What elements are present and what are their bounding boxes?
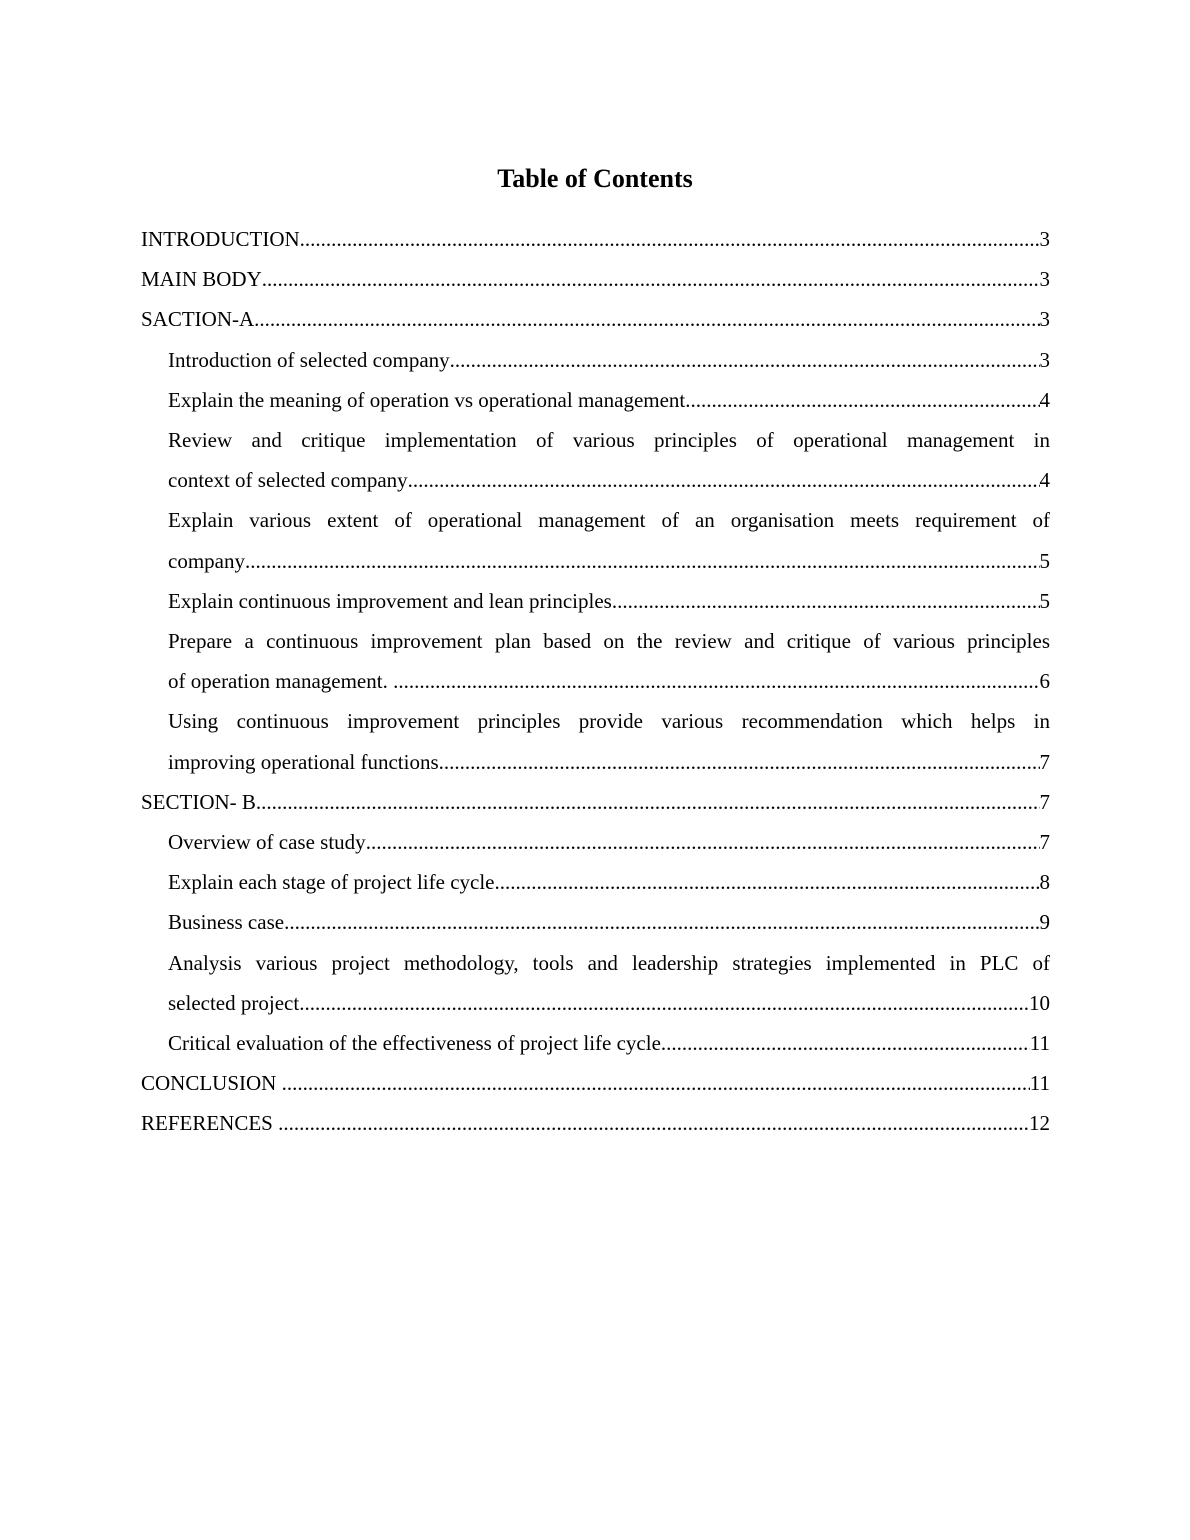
toc-dot-leader: [299, 983, 1029, 1023]
toc-dot-leader: [300, 219, 1040, 259]
toc-entry-line: [168, 460, 1050, 500]
toc-entry-link[interactable]: [168, 380, 1050, 420]
toc-page-number: 7: [1039, 830, 1050, 855]
toc-entry: [141, 862, 1050, 902]
toc-entry-line: [168, 340, 1050, 380]
toc-entry-text: Business case: [168, 910, 285, 935]
toc-page-number: 7: [1039, 789, 1050, 814]
toc-entry-text: Explain each stage of project life cycle: [168, 870, 495, 895]
toc-entry-text-line: Prepare a continuous improvement plan based on the review and critique of various principles: [168, 629, 1050, 654]
toc-dot-leader: [612, 581, 1040, 621]
toc-entry-text: INTRODUCTION: [141, 227, 300, 251]
toc-entry-link[interactable]: [141, 219, 1050, 259]
toc-entry-link[interactable]: [141, 1103, 1050, 1143]
toc-entry: [141, 500, 1050, 580]
toc-entry-text: SACTION-A: [141, 307, 255, 332]
toc-entry-text: Introduction of selected company: [168, 347, 450, 372]
toc-entry-text-line: Explain various extent of operational management of an organisation meets requirement of: [168, 508, 1050, 533]
toc-entry-text: selected project: [168, 990, 300, 1015]
toc-entry-line: [168, 581, 1050, 621]
toc-entry-text: Explain the meaning of operation vs operational management: [168, 387, 686, 412]
toc-entry-line: [168, 862, 1050, 902]
toc-entry: [141, 219, 1050, 259]
toc-entry-text: Explain continuous improvement and lean principles: [168, 588, 612, 613]
toc-entry: [141, 621, 1050, 701]
toc-entry: [141, 1023, 1050, 1063]
toc-entry-text: REFERENCES: [141, 1111, 279, 1136]
toc-page-number: 8: [1039, 870, 1050, 895]
toc-page-number: 3: [1039, 267, 1050, 292]
toc-entry-line: [141, 782, 1050, 822]
toc-dot-leader: [661, 1023, 1030, 1063]
toc-entry-link[interactable]: [141, 782, 1050, 822]
toc-entry-line: [141, 219, 1050, 259]
toc-entry-link[interactable]: [168, 581, 1050, 621]
toc-entry-link[interactable]: [168, 420, 1050, 500]
toc-entry: [141, 1103, 1050, 1143]
toc-dot-leader: [254, 299, 1039, 339]
toc-page-number: 4: [1039, 387, 1050, 412]
toc-dot-leader: [245, 541, 1040, 581]
toc-entry: [141, 822, 1050, 862]
toc-page-number: 3: [1039, 347, 1050, 372]
toc-dot-leader: [256, 782, 1040, 822]
toc-entry: [141, 902, 1050, 942]
toc-dot-leader: [495, 862, 1040, 902]
toc-page-number: 6: [1039, 669, 1050, 694]
toc-entry-link[interactable]: [168, 701, 1050, 781]
toc-entry-link[interactable]: [168, 902, 1050, 942]
toc-entry-text-line: Review and critique implementation of various principles of operational management in: [168, 428, 1050, 453]
toc-entry-line: [168, 902, 1050, 942]
toc-entry-link[interactable]: [168, 1023, 1050, 1063]
toc-entry-line: [141, 299, 1050, 339]
toc-entry-text: of operation management.: [168, 669, 394, 694]
toc-dot-leader: [278, 1103, 1029, 1143]
toc-dot-leader: [439, 742, 1040, 782]
toc-entry-text: SECTION- B: [141, 789, 256, 814]
toc-page-number: 5: [1039, 548, 1050, 573]
toc-entry: [141, 299, 1050, 339]
toc-entry-text: MAIN BODY: [141, 267, 262, 292]
toc-entry: [141, 782, 1050, 822]
toc-entry-line: [141, 259, 1050, 299]
toc-dot-leader: [262, 259, 1040, 299]
toc-entry: [141, 420, 1050, 500]
toc-entry-line: [168, 541, 1050, 581]
toc-entry-line: [168, 983, 1050, 1023]
toc-entry-line: [168, 822, 1050, 862]
toc-entry-line: [168, 742, 1050, 782]
toc-entry-text: context of selected company: [168, 468, 408, 493]
toc-dot-leader: [685, 380, 1039, 420]
toc-page-number: 12: [1029, 1111, 1050, 1136]
toc-entry: [141, 340, 1050, 380]
toc-entry-line: [168, 1023, 1050, 1063]
toc-page-number: 3: [1039, 227, 1050, 251]
toc-page-number: 11: [1029, 1071, 1050, 1096]
toc-entry-line: [168, 380, 1050, 420]
toc-page-number: 9: [1039, 910, 1050, 935]
toc-entry-link[interactable]: [141, 1063, 1050, 1103]
toc-entry-line: [168, 661, 1050, 701]
toc-page-number: 10: [1029, 990, 1050, 1015]
toc-dot-leader: [284, 902, 1039, 942]
toc-entry-link[interactable]: [168, 943, 1050, 1023]
toc-entry-line: [141, 1103, 1050, 1143]
toc-dot-leader: [450, 340, 1040, 380]
toc-entry: [141, 701, 1050, 781]
toc-page-number: 5: [1039, 588, 1050, 613]
toc-page-number: 7: [1039, 749, 1050, 774]
toc-entry: [141, 259, 1050, 299]
toc-entry: [141, 380, 1050, 420]
toc-entry-text: Critical evaluation of the effectiveness of project life cycle: [168, 1031, 661, 1056]
toc-entry-link[interactable]: [168, 621, 1050, 701]
toc-entry-text: improving operational functions: [168, 749, 439, 774]
toc-dot-leader: [366, 822, 1040, 862]
toc-list: [141, 219, 1050, 1144]
toc-entry-text: company: [168, 548, 245, 573]
toc-page-number: 11: [1029, 1031, 1050, 1056]
toc-entry-text: Overview of case study: [168, 830, 366, 855]
toc-entry-link[interactable]: [168, 340, 1050, 380]
toc-entry-link[interactable]: [141, 259, 1050, 299]
toc-page-number: 4: [1039, 468, 1050, 493]
toc-entry-link[interactable]: [168, 862, 1050, 902]
toc-title: Table of Contents: [497, 164, 693, 193]
toc-entry-line: [141, 1063, 1050, 1103]
toc-entry-link[interactable]: [168, 500, 1050, 580]
toc-entry-text-line: Analysis various project methodology, tools and leadership strategies implemented in PLC of: [168, 950, 1050, 975]
toc-entry-link[interactable]: [168, 822, 1050, 862]
toc-entry-text-line: Using continuous improvement principles provide various recommendation which helps in: [168, 709, 1050, 734]
toc-entry: [141, 943, 1050, 1023]
toc-entry: [141, 1063, 1050, 1103]
toc-entry-text: CONCLUSION: [141, 1071, 282, 1096]
toc-page-number: 3: [1039, 307, 1050, 332]
toc-dot-leader: [408, 460, 1040, 500]
toc-dot-leader: [282, 1063, 1030, 1103]
toc-entry-link[interactable]: [141, 299, 1050, 339]
toc-entry: [141, 581, 1050, 621]
toc-dot-leader: [393, 661, 1039, 701]
